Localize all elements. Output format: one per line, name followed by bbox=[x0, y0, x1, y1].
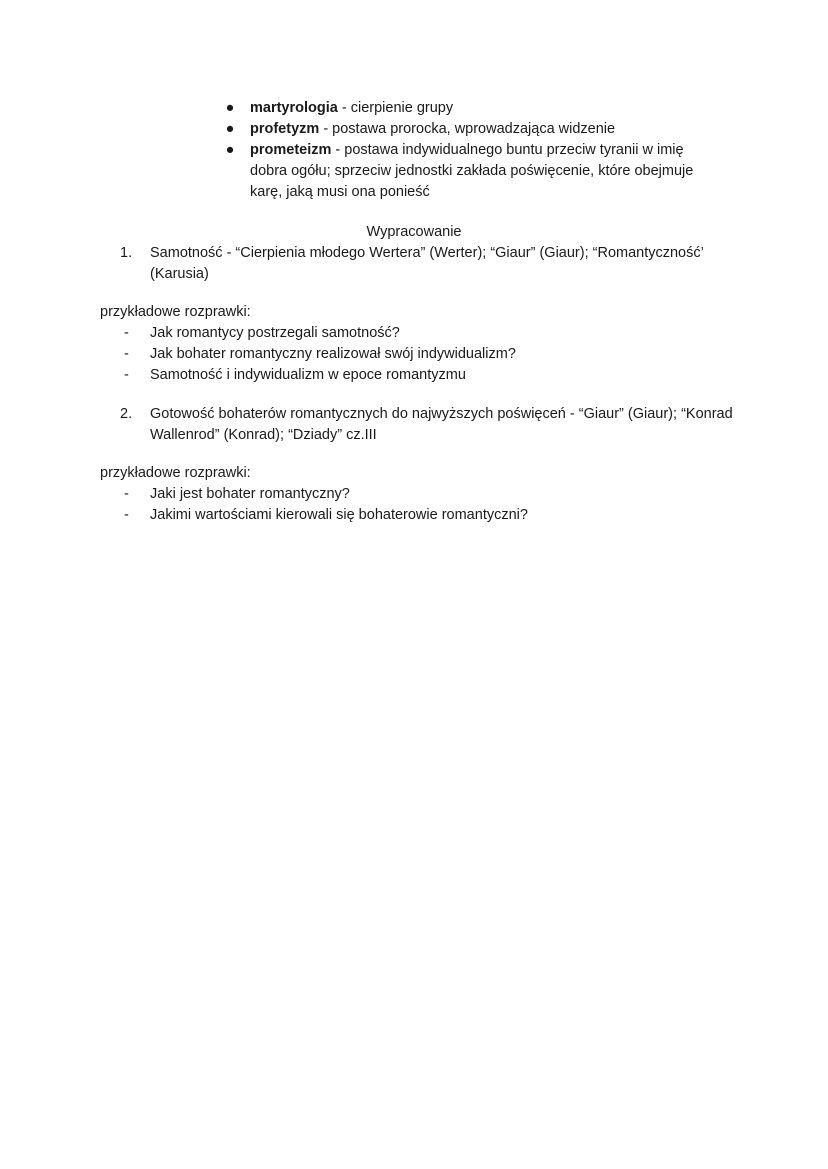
list-item bbox=[124, 484, 744, 505]
example-text: Jak romantycy postrzegali samotność? bbox=[150, 325, 400, 341]
term-martyrologia: martyrologia bbox=[250, 100, 338, 116]
bullet-icon: ● bbox=[225, 121, 235, 137]
term-prometeizm: prometeizm bbox=[250, 142, 332, 158]
topic-text: Gotowość bohaterów romantycznych do najwyższych poświęceń - “Giaur” (Giaur); “Konrad Wallenrod” (Konrad); “Dziady” cz.III bbox=[150, 406, 733, 443]
list-item bbox=[120, 243, 740, 285]
dash-marker: - bbox=[124, 507, 129, 523]
list-item bbox=[224, 119, 724, 140]
list-item bbox=[124, 505, 744, 526]
examples-list-1 bbox=[124, 323, 744, 386]
example-text: Jakimi wartościami kierowali się bohaterowie romantyczni? bbox=[150, 507, 528, 523]
list-item bbox=[224, 98, 724, 119]
term-description: - postawa prorocka, wprowadzająca widzenie bbox=[319, 121, 616, 137]
list-item bbox=[120, 404, 740, 446]
list-number: 1. bbox=[120, 245, 133, 261]
example-text: Jak bohater romantyczny realizował swój indywidualizm? bbox=[150, 346, 516, 362]
term-description: - postawa indywidualnego buntu przeciw tyranii w imię dobra ogółu; sprzeciw jednostki zakłada poświęcenie, które obejmuje karę, jaką musi ona ponieść bbox=[250, 142, 694, 200]
examples-intro: przykładowe rozprawki: bbox=[100, 465, 251, 481]
dash-marker: - bbox=[124, 325, 129, 341]
examples-intro: przykładowe rozprawki: bbox=[100, 304, 251, 320]
numbered-item-2 bbox=[120, 404, 740, 446]
dash-marker: - bbox=[124, 486, 129, 502]
list-number: 2. bbox=[120, 406, 133, 422]
term-profetyzm: profetyzm bbox=[250, 121, 320, 137]
bullet-icon: ● bbox=[225, 100, 235, 116]
topic-text: Samotność - “Cierpienia młodego Wertera” (Werter); “Giaur” (Giaur); “Romantyczność’ (Karusia) bbox=[150, 245, 704, 282]
section-heading: Wypracowanie bbox=[366, 224, 462, 240]
term-description: - cierpienie grupy bbox=[337, 100, 454, 116]
examples-list-2 bbox=[124, 484, 744, 526]
dash-marker: - bbox=[124, 367, 129, 383]
list-item bbox=[124, 344, 744, 365]
list-item bbox=[224, 140, 724, 203]
bullet-icon: ● bbox=[225, 142, 235, 158]
dash-marker: - bbox=[124, 346, 129, 362]
numbered-item-1 bbox=[120, 243, 740, 285]
example-text: Samotność i indywidualizm w epoce romantyzmu bbox=[150, 367, 466, 383]
list-item bbox=[124, 323, 744, 344]
example-text: Jaki jest bohater romantyczny? bbox=[150, 486, 350, 502]
terms-bullet-list bbox=[224, 98, 724, 203]
list-item bbox=[124, 365, 744, 386]
